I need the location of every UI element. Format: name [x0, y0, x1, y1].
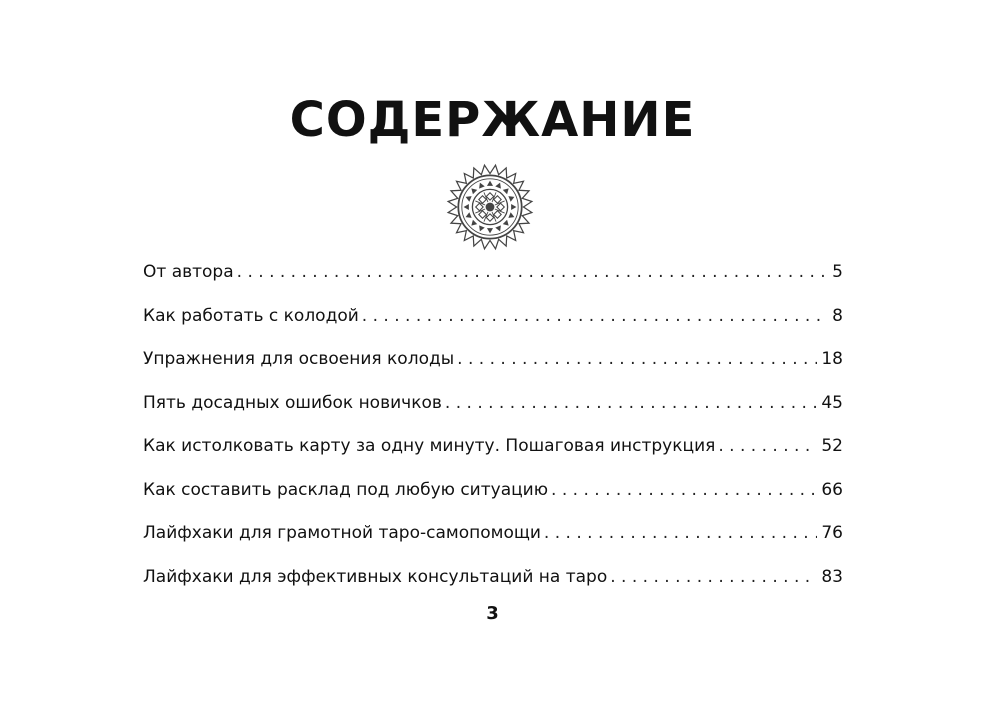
- mandala-ornament-icon: [446, 163, 534, 251]
- toc-entry-title: Как работать с колодой: [143, 305, 359, 326]
- page-title: СОДЕРЖАНИЕ: [289, 92, 696, 148]
- toc-entry-title: Как истолковать карту за одну минуту. Пошаговая инструкция: [143, 436, 716, 456]
- toc-entry-page: 76: [821, 523, 843, 543]
- toc-entry[interactable]: [143, 300, 843, 344]
- dot-leader: [544, 517, 817, 549]
- toc-entry[interactable]: [143, 517, 843, 561]
- dot-leader: [551, 474, 817, 506]
- toc-entry-page: 8: [832, 305, 843, 326]
- dot-leader: [610, 561, 817, 593]
- toc-entry-title: Упражнения для освоения колоды: [143, 349, 455, 369]
- toc-entry-page: 5: [832, 262, 843, 282]
- dot-leader: [445, 387, 817, 419]
- toc-entry-page: 18: [821, 349, 843, 369]
- page-number: 3: [486, 603, 499, 624]
- toc-entry-page: 66: [821, 479, 843, 500]
- dot-leader: [718, 430, 817, 462]
- toc-entry[interactable]: [143, 430, 843, 474]
- toc-entry[interactable]: [143, 387, 843, 431]
- toc-entry-title: От автора: [143, 262, 234, 282]
- toc-entry-title: Лайфхаки для грамотной таро-самопомощи: [143, 523, 541, 543]
- toc-entry[interactable]: [143, 474, 843, 518]
- toc-entry-page: 52: [821, 436, 843, 456]
- toc-entry-page: 45: [821, 392, 843, 413]
- table-of-contents: [143, 256, 843, 604]
- toc-entry-title: Как составить расклад под любую ситуацию: [143, 479, 549, 500]
- toc-entry-title: Лайфхаки для эффективных консультаций на таро: [143, 566, 608, 587]
- toc-entry-title: Пять досадных ошибок новичков: [143, 392, 442, 413]
- dot-leader: [237, 256, 829, 288]
- dot-leader: [457, 343, 817, 375]
- toc-entry[interactable]: [143, 561, 843, 605]
- dot-leader: [362, 300, 828, 332]
- toc-entry-page: 83: [821, 566, 843, 587]
- toc-entry[interactable]: [143, 343, 843, 387]
- toc-entry[interactable]: [143, 256, 843, 300]
